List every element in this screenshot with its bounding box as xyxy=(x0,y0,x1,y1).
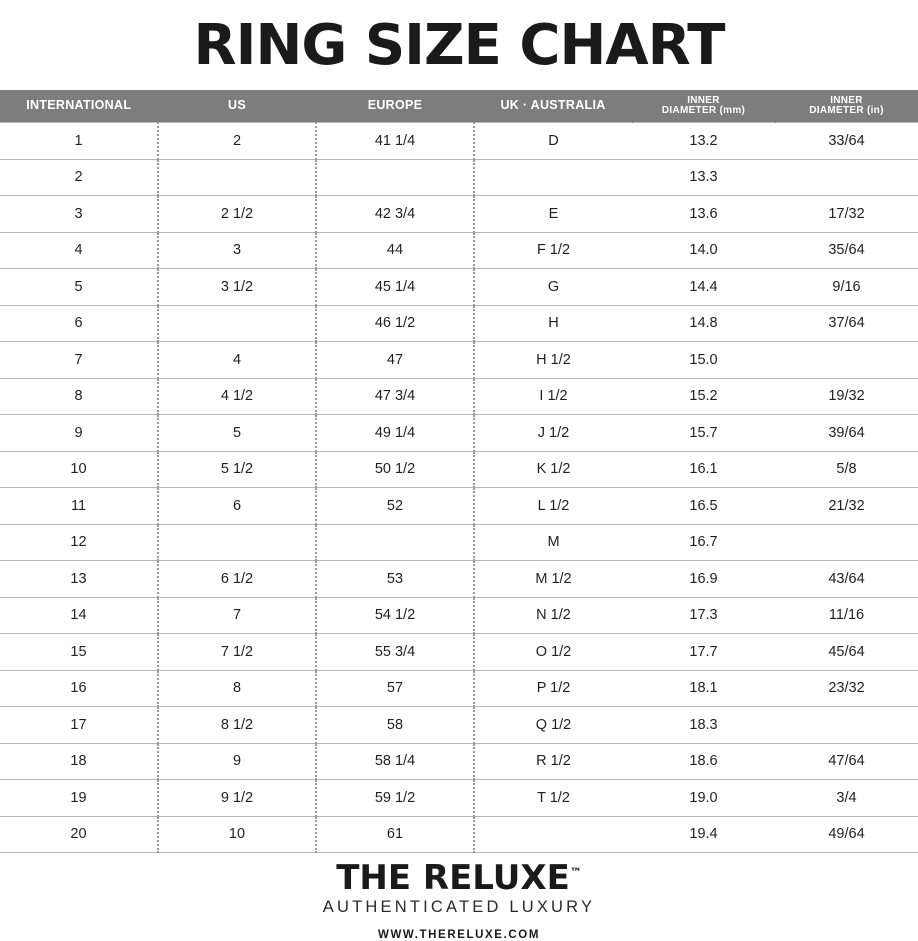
table-row xyxy=(0,488,918,525)
table-row xyxy=(0,305,918,342)
table-cell: 7 xyxy=(0,342,158,379)
table-cell: 16 xyxy=(0,670,158,707)
table-cell: 10 xyxy=(158,816,316,853)
table-cell xyxy=(158,524,316,561)
table-cell: 52 xyxy=(316,488,474,525)
table-cell: 11 xyxy=(0,488,158,525)
table-cell: 17/32 xyxy=(775,196,918,233)
table-cell: 58 1/4 xyxy=(316,743,474,780)
table-cell: 11/16 xyxy=(775,597,918,634)
table-cell: R 1/2 xyxy=(474,743,632,780)
table-cell: 21/32 xyxy=(775,488,918,525)
footer xyxy=(0,858,918,941)
table-cell: H 1/2 xyxy=(474,342,632,379)
table-cell: D xyxy=(474,123,632,160)
table-cell: 2 xyxy=(0,159,158,196)
table-cell: 13.3 xyxy=(632,159,775,196)
table-cell: 8 1/2 xyxy=(158,707,316,744)
table-cell: 8 xyxy=(158,670,316,707)
table-cell: 17.7 xyxy=(632,634,775,671)
table-cell xyxy=(775,342,918,379)
table-row xyxy=(0,524,918,561)
table-row xyxy=(0,123,918,160)
table-cell: 2 xyxy=(158,123,316,160)
table-cell xyxy=(316,159,474,196)
table-cell xyxy=(474,816,632,853)
table-cell: 54 1/2 xyxy=(316,597,474,634)
column-header-international: INTERNATIONAL xyxy=(0,90,158,123)
column-header-us: US xyxy=(158,90,316,123)
table-row xyxy=(0,232,918,269)
table-cell: 19/32 xyxy=(775,378,918,415)
table-cell: 18.3 xyxy=(632,707,775,744)
table-cell: K 1/2 xyxy=(474,451,632,488)
table-cell: 3 1/2 xyxy=(158,269,316,306)
table-cell: 16.1 xyxy=(632,451,775,488)
table-cell: 18 xyxy=(0,743,158,780)
table-row xyxy=(0,743,918,780)
table-row xyxy=(0,342,918,379)
table-cell: M xyxy=(474,524,632,561)
table-row xyxy=(0,707,918,744)
table-row xyxy=(0,816,918,853)
table-cell: 37/64 xyxy=(775,305,918,342)
table-cell xyxy=(158,305,316,342)
table-cell: N 1/2 xyxy=(474,597,632,634)
brand-tagline: AUTHENTICATED LUXURY xyxy=(322,898,596,916)
table-row xyxy=(0,634,918,671)
table-cell xyxy=(775,524,918,561)
table-cell: 4 xyxy=(0,232,158,269)
table-cell: 15.0 xyxy=(632,342,775,379)
table-cell: 4 xyxy=(158,342,316,379)
table-cell: M 1/2 xyxy=(474,561,632,598)
table-row xyxy=(0,159,918,196)
table-cell: 6 xyxy=(158,488,316,525)
table-cell: J 1/2 xyxy=(474,415,632,452)
table-cell: 7 xyxy=(158,597,316,634)
table-cell: E xyxy=(474,196,632,233)
column-header-europe: EUROPE xyxy=(316,90,474,123)
table-cell xyxy=(474,159,632,196)
table-cell: 50 1/2 xyxy=(316,451,474,488)
table-cell: F 1/2 xyxy=(474,232,632,269)
table-cell: 14.0 xyxy=(632,232,775,269)
table-cell: 3 xyxy=(158,232,316,269)
table-cell: 49 1/4 xyxy=(316,415,474,452)
table-cell: 19 xyxy=(0,780,158,817)
table-cell: 42 3/4 xyxy=(316,196,474,233)
table-cell: O 1/2 xyxy=(474,634,632,671)
table-row xyxy=(0,196,918,233)
table-cell xyxy=(775,707,918,744)
table-cell: 6 1/2 xyxy=(158,561,316,598)
table-cell: 16.5 xyxy=(632,488,775,525)
table-cell: 5 1/2 xyxy=(158,451,316,488)
table-cell: T 1/2 xyxy=(474,780,632,817)
table-cell: 14.4 xyxy=(632,269,775,306)
table-row xyxy=(0,451,918,488)
table-cell: 59 1/2 xyxy=(316,780,474,817)
table-cell: 41 1/4 xyxy=(316,123,474,160)
table-cell: 9 xyxy=(158,743,316,780)
table-header-row xyxy=(0,90,918,123)
table-cell: 49/64 xyxy=(775,816,918,853)
table-cell: G xyxy=(474,269,632,306)
table-cell: 3/4 xyxy=(775,780,918,817)
table-cell: 15.2 xyxy=(632,378,775,415)
table-cell: 47 xyxy=(316,342,474,379)
table-cell: 33/64 xyxy=(775,123,918,160)
table-cell: 18.6 xyxy=(632,743,775,780)
table-row xyxy=(0,378,918,415)
table-cell: 35/64 xyxy=(775,232,918,269)
table-cell: 44 xyxy=(316,232,474,269)
table-row xyxy=(0,415,918,452)
table-cell: 23/32 xyxy=(775,670,918,707)
table-cell: 61 xyxy=(316,816,474,853)
table-cell: 9/16 xyxy=(775,269,918,306)
table-row xyxy=(0,780,918,817)
table-cell: 6 xyxy=(0,305,158,342)
table-cell: 19.4 xyxy=(632,816,775,853)
table-cell: 20 xyxy=(0,816,158,853)
trademark-symbol: ™ xyxy=(569,865,582,880)
website-url: WWW.THERELUXE.COM xyxy=(378,929,540,941)
table-cell: 45/64 xyxy=(775,634,918,671)
table-cell: 15 xyxy=(0,634,158,671)
table-cell: 7 1/2 xyxy=(158,634,316,671)
table-row xyxy=(0,269,918,306)
table-cell: 17.3 xyxy=(632,597,775,634)
table-cell: 5/8 xyxy=(775,451,918,488)
table-cell: 9 1/2 xyxy=(158,780,316,817)
table-row xyxy=(0,670,918,707)
table-cell xyxy=(158,159,316,196)
table-cell xyxy=(316,524,474,561)
column-header-inner-diameter-in: INNER DIAMETER (in) xyxy=(775,90,918,123)
column-header-inner-diameter-mm: INNER DIAMETER (mm) xyxy=(632,90,775,123)
table-cell: 15.7 xyxy=(632,415,775,452)
table-cell: 12 xyxy=(0,524,158,561)
table-cell: 55 3/4 xyxy=(316,634,474,671)
column-header-uk-australia: UK · AUSTRALIA xyxy=(474,90,632,123)
table-row xyxy=(0,597,918,634)
table-cell: 16.9 xyxy=(632,561,775,598)
table-cell: 10 xyxy=(0,451,158,488)
table-cell: 58 xyxy=(316,707,474,744)
table-cell: L 1/2 xyxy=(474,488,632,525)
table-cell: 13.2 xyxy=(632,123,775,160)
table-cell: I 1/2 xyxy=(474,378,632,415)
table-cell: 47/64 xyxy=(775,743,918,780)
table-cell: 13 xyxy=(0,561,158,598)
table-cell: 3 xyxy=(0,196,158,233)
ring-size-table xyxy=(0,90,918,853)
table-cell: 53 xyxy=(316,561,474,598)
table-cell: 46 1/2 xyxy=(316,305,474,342)
table-cell: 4 1/2 xyxy=(158,378,316,415)
page-title: RING SIZE CHART xyxy=(193,13,725,78)
table-cell: 1 xyxy=(0,123,158,160)
table-cell: 2 1/2 xyxy=(158,196,316,233)
table-cell: 43/64 xyxy=(775,561,918,598)
table-cell: 8 xyxy=(0,378,158,415)
table-row xyxy=(0,561,918,598)
table-cell: 14.8 xyxy=(632,305,775,342)
table-cell: 39/64 xyxy=(775,415,918,452)
table-cell: 5 xyxy=(158,415,316,452)
table-cell: 57 xyxy=(316,670,474,707)
table-cell: 13.6 xyxy=(632,196,775,233)
table-cell: 47 3/4 xyxy=(316,378,474,415)
table-cell: P 1/2 xyxy=(474,670,632,707)
table-cell: H xyxy=(474,305,632,342)
table-cell: 45 1/4 xyxy=(316,269,474,306)
table-cell: Q 1/2 xyxy=(474,707,632,744)
table-cell xyxy=(775,159,918,196)
table-cell: 18.1 xyxy=(632,670,775,707)
table-cell: 17 xyxy=(0,707,158,744)
brand-name xyxy=(336,858,582,898)
table-cell: 19.0 xyxy=(632,780,775,817)
table-cell: 5 xyxy=(0,269,158,306)
brand-text: THE RELUXE xyxy=(336,858,570,898)
table-cell: 9 xyxy=(0,415,158,452)
table-cell: 14 xyxy=(0,597,158,634)
table-body xyxy=(0,123,918,853)
table-cell: 16.7 xyxy=(632,524,775,561)
